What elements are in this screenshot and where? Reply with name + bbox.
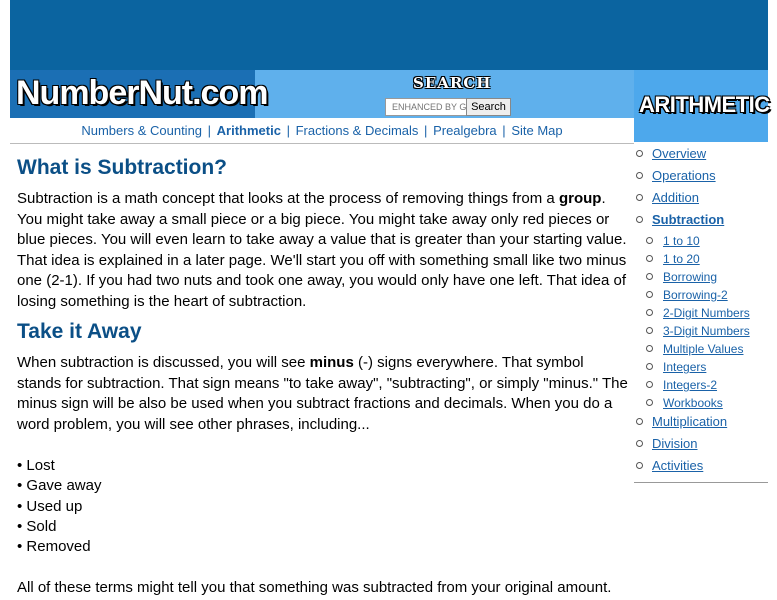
circle-bullet-icon xyxy=(646,291,653,298)
nav-numbers-counting[interactable]: Numbers & Counting xyxy=(81,123,203,138)
sidebar-sublink[interactable]: Borrowing-2 xyxy=(663,288,728,302)
list-item: • Used up xyxy=(17,497,83,515)
list-item: • Gave away xyxy=(17,477,102,495)
circle-bullet-icon xyxy=(636,440,643,447)
list-item: • Sold xyxy=(17,517,57,535)
sidebar-sublink[interactable]: 1 to 10 xyxy=(663,234,700,248)
paragraph-text: Subtraction is a math concept that looks at the process of removing things from a xyxy=(17,190,559,207)
nav-prealgebra[interactable]: Prealgebra xyxy=(433,123,497,138)
list-item: • Removed xyxy=(17,538,91,556)
sidebar-link[interactable]: Addition xyxy=(652,190,699,205)
circle-bullet-icon xyxy=(646,237,653,244)
circle-bullet-icon xyxy=(646,327,653,334)
sidebar-sublink[interactable]: Multiple Values xyxy=(663,342,744,356)
sidebar-subitem-1-to-10[interactable] xyxy=(634,232,768,250)
sidebar-sublink[interactable]: Integers-2 xyxy=(663,378,718,392)
intro-paragraph xyxy=(17,189,629,312)
sidebar-subitem-multiple-values[interactable] xyxy=(634,340,768,358)
bold-term: group xyxy=(558,190,602,207)
nav-separator: | xyxy=(424,123,428,138)
circle-bullet-icon xyxy=(646,273,653,280)
search-input[interactable] xyxy=(385,98,469,116)
sidebar-link[interactable]: Division xyxy=(652,436,698,451)
nav-separator: | xyxy=(502,123,506,138)
sidebar-sublink[interactable]: Workbooks xyxy=(663,396,723,410)
nav-separator: | xyxy=(286,123,290,138)
nav-separator: | xyxy=(207,123,212,138)
circle-bullet-icon xyxy=(646,255,653,262)
circle-bullet-icon xyxy=(646,363,653,370)
sidebar-divider xyxy=(634,482,768,483)
sidebar-nav xyxy=(634,144,768,478)
sidebar-sublink[interactable]: 1 to 20 xyxy=(663,252,700,266)
sidebar-subitem-1-to-20[interactable] xyxy=(634,250,768,268)
sidebar-subitem-borrowing[interactable] xyxy=(634,268,768,286)
circle-bullet-icon xyxy=(646,345,653,352)
circle-bullet-icon xyxy=(636,462,643,469)
bold-term: minus xyxy=(309,354,354,371)
sidebar-subitem-workbooks[interactable] xyxy=(634,394,768,412)
sidebar-title: ARITHMETIC xyxy=(639,92,770,117)
sidebar-item-operations[interactable] xyxy=(634,166,768,188)
list-item: • Lost xyxy=(17,457,55,474)
site-header xyxy=(10,70,634,118)
main-content xyxy=(17,156,629,599)
section-heading: Take it Away xyxy=(17,320,142,343)
paragraph-text: (-) signs everywhere. That symbol stands for subtraction. That sign means "to take away", "subtracting", or simply "minus." The minus sign will be also be used when you subtract fractions and decimals. When you do a word problem, you will see other phrases, including... xyxy=(17,354,628,433)
sidebar-link[interactable]: Multiplication xyxy=(652,414,728,429)
sidebar-link[interactable]: Operations xyxy=(652,168,716,183)
sidebar-link[interactable]: Overview xyxy=(652,146,707,161)
logo-box[interactable] xyxy=(10,70,268,118)
circle-bullet-icon xyxy=(646,381,653,388)
circle-bullet-icon xyxy=(636,216,643,223)
circle-bullet-icon xyxy=(636,172,643,179)
sidebar-item-subtraction[interactable] xyxy=(634,210,768,232)
sidebar-subitem-borrowing-2[interactable] xyxy=(634,286,768,304)
site-logo[interactable]: NumberNut.com xyxy=(16,74,268,112)
circle-bullet-icon xyxy=(636,150,643,157)
sidebar-item-division[interactable] xyxy=(634,434,768,456)
paragraph-text: When subtraction is discussed, you will see xyxy=(17,354,310,371)
sidebar-item-activities[interactable] xyxy=(634,456,768,478)
sidebar-subitem-2-digit[interactable] xyxy=(634,304,768,322)
sidebar-subitem-integers[interactable] xyxy=(634,358,768,376)
sidebar-item-overview[interactable] xyxy=(634,144,768,166)
sidebar-subitem-3-digit[interactable] xyxy=(634,322,768,340)
sidebar-subitem-integers-2[interactable] xyxy=(634,376,768,394)
paragraph-text: . You might take away a small piece or a big piece. You might take away only red pieces or blue pieces. You will even learn to take away a value that is greater than your starting value. That idea is explained in a later page. We'll start you off with something small like two minus one (2-1). If you had two nuts and took one away, you would only have one left. That idea of losing something is the heart of subtraction. xyxy=(17,190,627,310)
sidebar-link[interactable]: Subtraction xyxy=(652,212,725,227)
sidebar-link[interactable]: Activities xyxy=(652,458,704,473)
sidebar-sublink[interactable]: 3-Digit Numbers xyxy=(663,324,750,338)
circle-bullet-icon xyxy=(636,194,643,201)
sidebar-item-addition[interactable] xyxy=(634,188,768,210)
sidebar-header xyxy=(634,70,768,142)
sidebar-sublink[interactable]: 2-Digit Numbers xyxy=(663,306,750,320)
circle-bullet-icon xyxy=(636,418,643,425)
page-title: What is Subtraction? xyxy=(17,156,227,179)
minus-paragraph xyxy=(17,353,629,435)
nav-arithmetic[interactable]: Arithmetic xyxy=(216,123,281,138)
circle-bullet-icon xyxy=(646,309,653,316)
search-button[interactable]: Search xyxy=(466,98,511,116)
terms-list xyxy=(17,456,629,557)
nav-fractions-decimals[interactable]: Fractions & Decimals xyxy=(295,123,419,138)
sidebar-sublink[interactable]: Borrowing xyxy=(663,270,718,284)
search-label: SEARCH xyxy=(413,74,492,92)
sidebar-sublink[interactable]: Integers xyxy=(663,360,707,374)
circle-bullet-icon xyxy=(646,399,653,406)
closing-paragraph: All of these terms might tell you that something was subtracted from your original amount. xyxy=(17,579,612,597)
nav-site-map[interactable]: Site Map xyxy=(511,123,563,138)
top-nav xyxy=(10,118,634,144)
top-banner xyxy=(10,0,768,70)
sidebar-item-multiplication[interactable] xyxy=(634,412,768,434)
